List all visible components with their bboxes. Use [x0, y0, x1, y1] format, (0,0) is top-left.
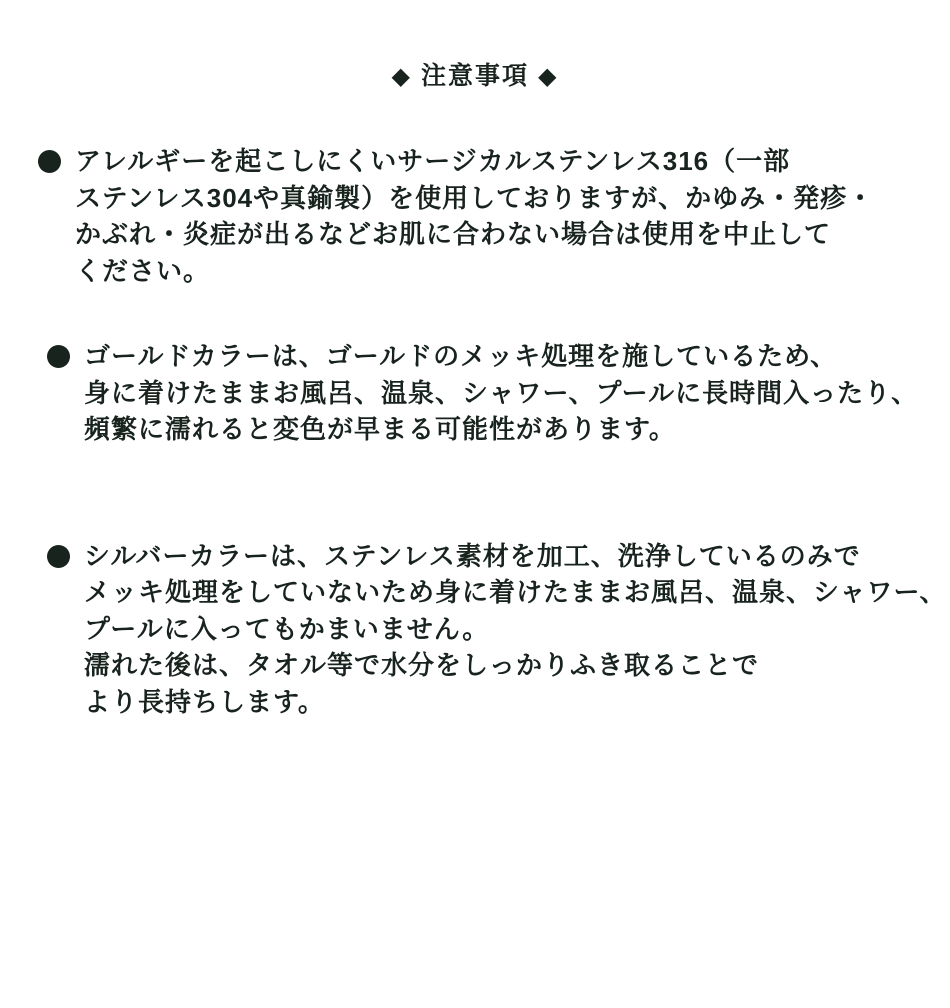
page-title [0, 58, 950, 95]
note-line: メッキ処理をしていないため身に着けたままお風呂、温泉、シャワー、 [84, 577, 947, 607]
note-line: シルバーカラーは、ステンレス素材を加工、洗浄しているのみで [84, 540, 861, 571]
diamond-right-icon: ◆ [538, 63, 559, 90]
note-line: 頻繁に濡れると変色が早まる可能性があります。 [84, 414, 676, 444]
note-item-silver-color [47, 538, 950, 721]
bullet-icon [47, 545, 70, 568]
note-line: かぶれ・炎症が出るなどお肌に合わない場合は使用を中止して [75, 219, 832, 249]
note-text [75, 143, 874, 289]
precautions-page [0, 58, 950, 1008]
bullet-icon [38, 150, 61, 173]
note-item-material-allergy [38, 143, 950, 289]
note-text [84, 338, 918, 448]
note-line: 濡れた後は、タオル等で水分をしっかりふき取ることで [84, 650, 760, 680]
note-line: ステンレス304や真鍮製）を使用しておりますが、かゆみ・発疹・ [75, 182, 875, 213]
note-text [84, 538, 946, 721]
note-line: プールに入ってもかまいません。 [84, 613, 490, 644]
note-line: ください。 [75, 255, 211, 286]
note-line: より長持ちします。 [84, 686, 325, 717]
page-title-text: 注意事項 [420, 62, 529, 90]
note-line: ゴールドカラーは、ゴールドのメッキ処理を施しているため、 [84, 341, 838, 371]
note-line: アレルギーを起こしにくいサージカルステンレス316（一部 [75, 146, 791, 176]
note-line: 身に着けたままお風呂、温泉、シャワー、プールに長時間入ったり、 [84, 377, 919, 408]
note-item-gold-color [47, 338, 950, 448]
bullet-icon [47, 345, 70, 368]
diamond-left-icon: ◆ [391, 63, 412, 90]
